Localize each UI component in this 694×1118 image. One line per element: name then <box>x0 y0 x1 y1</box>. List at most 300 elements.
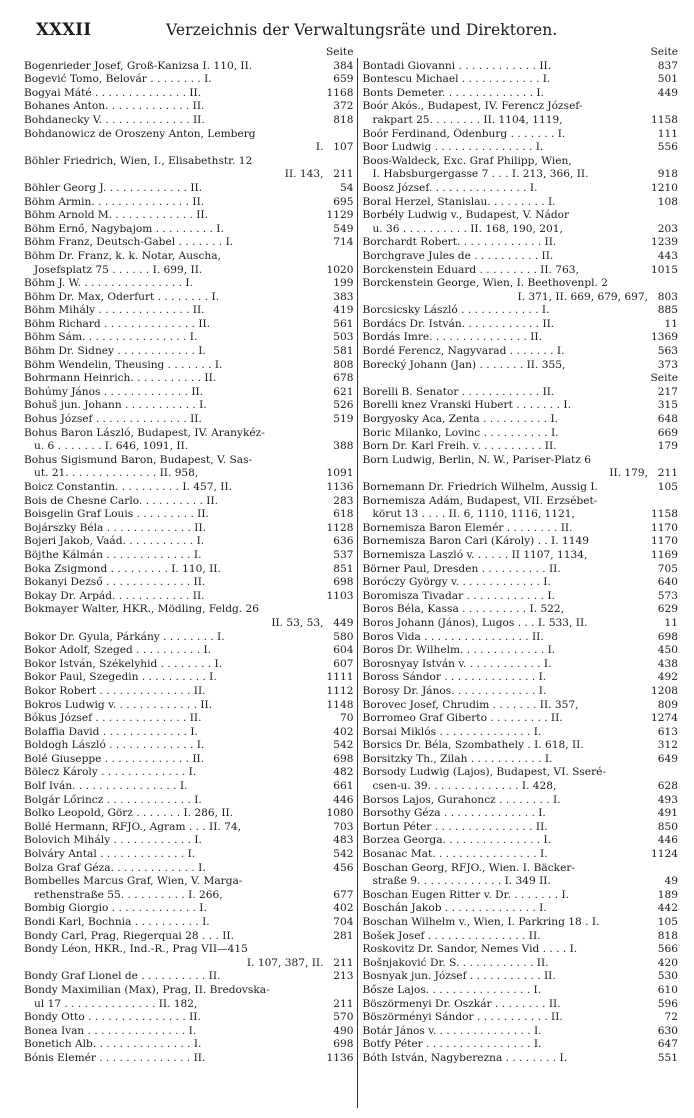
directory-entry <box>24 196 353 210</box>
entry-page-number: 636 <box>333 535 354 548</box>
entry-text: Bordás Imre. . . . . . . . . . . . . . . II. <box>362 331 542 344</box>
directory-entry <box>24 87 353 101</box>
directory-entry <box>362 87 678 101</box>
entry-page-number: 526 <box>333 399 354 412</box>
directory-entry <box>362 264 678 278</box>
directory-entry <box>24 699 353 713</box>
entry-page-number: 1170 <box>651 521 678 534</box>
entry-page-number: 1158 <box>651 508 678 521</box>
entry-page-number: 659 <box>333 73 354 86</box>
directory-entry <box>24 943 353 957</box>
directory-entry <box>24 902 353 916</box>
directory-entry <box>362 141 678 155</box>
entry-page-number: 1129 <box>326 209 354 222</box>
entry-text: Bordé Ferencz, Nagyvarad . . . . . . . I. <box>362 345 565 358</box>
entry-page-number: 1148 <box>326 698 354 711</box>
entry-page-number: 661 <box>333 780 354 793</box>
entry-page-number: 1103 <box>326 589 354 602</box>
entry-text: Böhm Armin. . . . . . . . . . . . . . . II. <box>24 195 205 208</box>
entry-text: csen-u. 39. . . . . . . . . . . . . . I. 428, <box>372 780 557 793</box>
entry-page-number: 647 <box>657 1038 678 1051</box>
directory-entry <box>24 780 353 794</box>
entry-page-number: 1369 <box>651 331 678 344</box>
directory-entry <box>362 250 678 264</box>
entry-text: Bondi Karl, Bochnia . . . . . . . . . . I. <box>24 916 210 928</box>
entry-page-number: 105 <box>657 916 678 928</box>
entry-page-number: 705 <box>657 562 678 575</box>
directory-entry <box>362 114 678 128</box>
entry-page-number: 1020 <box>326 263 354 276</box>
entry-page-number <box>323 943 353 957</box>
directory-entry <box>362 128 678 142</box>
entry-text: Bondy Carl, Prag, Riegerquai 28 . . . II. <box>24 929 234 942</box>
entry-page-number: 211 <box>333 997 354 1010</box>
entry-page-number: 443 <box>657 249 678 262</box>
entry-text: Böhm Dr. Sidney . . . . . . . . . . . . I. <box>24 345 206 358</box>
entry-text: Boschán Jakob . . . . . . . . . . . . . . I. <box>362 902 547 915</box>
entry-page-number: 211 <box>333 956 354 969</box>
entry-text: Boór Ferdinand, Ödenburg . . . . . . . I. <box>362 127 566 140</box>
directory-entry <box>362 875 678 889</box>
directory-entry <box>362 467 678 481</box>
entry-page-number: 596 <box>657 997 678 1010</box>
directory-entry <box>362 100 678 114</box>
directory-entry <box>362 331 678 345</box>
entry-page-number: 580 <box>333 630 354 643</box>
entry-text: Bokor Dr. Gyula, Párkány . . . . . . . . I. <box>24 630 225 643</box>
entry-text: Boros Dr. Wilhelm. . . . . . . . . . . . . I. <box>362 644 556 657</box>
directory-entry <box>24 848 353 862</box>
directory-entry <box>362 848 678 862</box>
entry-text: Bolaffia David . . . . . . . . . . . . . I. <box>24 725 198 738</box>
entry-text: Bokanyi Dezső . . . . . . . . . . . . . II. <box>24 576 206 589</box>
entry-page-number: 105 <box>657 481 678 493</box>
directory-entry <box>362 345 678 359</box>
entry-text: Bonts Demeter. . . . . . . . . . . . . . I. <box>362 86 544 99</box>
entry-page-number <box>648 209 678 223</box>
directory-entry <box>362 168 678 182</box>
entry-page-number: 1124 <box>651 848 678 861</box>
directory-entry <box>24 549 353 563</box>
entry-text: ut. 21. . . . . . . . . . . . . . II. 958, <box>34 467 199 480</box>
entry-page-number: 72 <box>664 1011 678 1024</box>
entry-text: II. 179, <box>609 467 648 480</box>
entry-text: Böhler Friedrich, Wien, I., Elisabethstr. 12 <box>24 154 253 167</box>
entry-page-number: 604 <box>333 644 354 657</box>
directory-entry <box>24 522 353 536</box>
directory-entry <box>24 304 353 318</box>
entry-page-number: 442 <box>657 902 678 915</box>
directory-entry <box>24 386 353 400</box>
entry-page-number: 11 <box>664 616 678 629</box>
entry-page-number: 449 <box>657 86 678 99</box>
directory-entry <box>362 631 678 645</box>
entry-page-number: 677 <box>333 888 354 901</box>
entry-text: Böhm Franz, Deutsch-Gabel . . . . . . . I. <box>24 236 234 249</box>
directory-entry <box>24 155 353 169</box>
entry-page-number: 1015 <box>651 263 678 276</box>
directory-entry <box>362 73 678 87</box>
directory-entry <box>362 196 678 210</box>
entry-text: Bogević Tomo, Belovár . . . . . . . . I. <box>24 73 212 86</box>
directory-entry <box>24 875 353 889</box>
directory-entry <box>362 739 678 753</box>
directory-entry <box>24 862 353 876</box>
entry-page-number: 618 <box>333 508 354 521</box>
entry-text: Bošnjaković Dr. S. . . . . . . . . . . . II. <box>362 956 549 969</box>
entry-text: Borcsicsky László . . . . . . . . . . . . I. <box>362 304 550 317</box>
entry-text: Borsothy Géza . . . . . . . . . . . . . . I. <box>362 807 546 820</box>
entry-page-number: 482 <box>333 766 354 779</box>
entry-page-number <box>323 603 353 617</box>
entry-page-number: 211 <box>333 168 354 181</box>
directory-entry <box>362 753 678 767</box>
directory-entry <box>24 1038 353 1052</box>
directory-entry <box>24 440 353 454</box>
directory-entry <box>24 576 353 590</box>
entry-text: Borosnyay István v. . . . . . . . . . . . I. <box>362 657 552 670</box>
directory-entry <box>24 277 353 291</box>
entry-text: Borosy Dr. János. . . . . . . . . . . . . I. <box>362 684 547 697</box>
directory-entry <box>24 399 353 413</box>
directory-entry <box>362 359 678 373</box>
directory-entry <box>24 631 353 645</box>
entry-text: Bolko Leopold, Görz . . . . . . . I. 286, II. <box>24 807 234 820</box>
entry-text: Borzea Georga. . . . . . . . . . . . . . . I. <box>362 834 552 847</box>
entry-text: Roskovitz Dr. Sandor, Nemes Vid . . . . I. <box>362 943 578 956</box>
entry-page-number: 530 <box>657 970 678 983</box>
entry-text: Bojeri Jakob, Vaád. . . . . . . . . . . I. <box>24 535 205 548</box>
directory-entry <box>362 658 678 672</box>
entry-text: Bohanes Anton. . . . . . . . . . . . . II. <box>24 100 205 113</box>
entry-text: Bolovich Mihály . . . . . . . . . . . . I. <box>24 834 202 847</box>
entry-page-number: 49 <box>664 875 678 888</box>
directory-entry <box>362 984 678 998</box>
entry-text: Bois de Chesne Carlo. . . . . . . . . . II. <box>24 494 219 507</box>
directory-entry <box>362 427 678 441</box>
entry-page-number: 607 <box>333 657 354 670</box>
entry-text: Borgyosky Aca, Zenta . . . . . . . . . . I. <box>362 413 558 426</box>
directory-entry <box>24 495 353 509</box>
directory-entry <box>362 794 678 808</box>
entry-text: Bombig Giorgio . . . . . . . . . . . . . I. <box>24 902 207 915</box>
entry-text: Bolé Giuseppe . . . . . . . . . . . . . II. <box>24 752 205 765</box>
directory-entry <box>24 671 353 685</box>
entry-text: Bondy Léon, HKR., Ind.-R., Prag VII—415 <box>24 943 248 956</box>
directory-entry <box>362 291 678 305</box>
directory-entry <box>24 794 353 808</box>
entry-page-number: 809 <box>657 698 678 711</box>
directory-entry <box>24 481 353 495</box>
entry-text: Bolváry Antal . . . . . . . . . . . . . I. <box>24 848 196 861</box>
entry-text: Böszörmenyi Dr. Oszkár . . . . . . . . II. <box>362 997 561 1010</box>
entry-page-number: 628 <box>657 780 678 793</box>
directory-entry <box>362 413 678 427</box>
entry-text: Borelli knez Vranski Hubert . . . . . . . I. <box>362 399 571 412</box>
entry-page-number: 1168 <box>326 86 354 99</box>
directory-entry <box>362 807 678 821</box>
directory-entry <box>24 413 353 427</box>
directory-entry <box>362 508 678 522</box>
entry-page-number: 542 <box>333 848 354 861</box>
entry-page-number: 217 <box>657 385 678 398</box>
entry-page-number: 107 <box>333 141 354 154</box>
seite-label: Seite <box>326 46 354 58</box>
entry-text: Böhm Dr. Max, Oderfurt . . . . . . . . I. <box>24 290 220 303</box>
entry-page-number: 402 <box>333 902 354 915</box>
entry-page-number: 566 <box>657 943 678 956</box>
directory-entry <box>24 821 353 835</box>
directory-entry <box>24 1025 353 1039</box>
directory-entry <box>362 766 678 780</box>
entry-text: Bondy Graf Lionel de . . . . . . . . . . II. <box>24 970 221 983</box>
directory-entry <box>24 264 353 278</box>
entry-page-number: 493 <box>657 793 678 806</box>
directory-entry <box>24 73 353 87</box>
entry-text: Boros Johann (János), Lugos . . . I. 533, II. <box>362 616 588 629</box>
entry-text: Böhm Richard . . . . . . . . . . . . . . II. <box>24 317 211 330</box>
directory-entry <box>24 807 353 821</box>
entry-text: Bogenrieder Josef, Groß-Kanizsa I. 110, II. <box>24 59 253 72</box>
entry-text: Boros Béla, Kassa . . . . . . . . . . I. 522, <box>362 603 565 616</box>
directory-entry <box>24 1011 353 1025</box>
entry-page-number: 551 <box>657 1051 678 1064</box>
entry-page-number: 281 <box>333 929 354 942</box>
directory-entry <box>24 100 353 114</box>
entry-text: straße 9. . . . . . . . . . . . . I. 349 II. <box>372 875 551 888</box>
entry-page-number: 1112 <box>326 684 354 697</box>
seite-label: Seite <box>650 46 678 58</box>
entry-text: Bombelles Marcus Graf, Wien, V. Marga- <box>24 875 243 888</box>
entry-page-number <box>323 128 353 142</box>
entry-text: Boos-Waldeck, Exc. Graf Philipp, Wien, <box>362 154 572 167</box>
entry-text: Böszörményi Sándor . . . . . . . . . . . II. <box>362 1011 563 1024</box>
directory-entry <box>24 250 353 264</box>
page-header <box>14 14 678 44</box>
entry-text: Bokor Robert . . . . . . . . . . . . . . II. <box>24 684 206 697</box>
entry-text: Bondy Otto . . . . . . . . . . . . . . . II. <box>24 1011 201 1024</box>
directory-entry <box>24 739 353 753</box>
entry-page-number: 640 <box>657 576 678 589</box>
directory-entry <box>24 508 353 522</box>
directory-entry <box>362 454 678 468</box>
directory-entry <box>24 563 353 577</box>
directory-entry <box>24 141 353 155</box>
entry-text: Borovec Josef, Chrudim . . . . . . . II. 357, <box>362 698 579 711</box>
entry-page-number: 203 <box>657 222 678 235</box>
directory-entry <box>24 372 353 386</box>
entry-page-number: 11 <box>664 317 678 330</box>
entry-page-number <box>648 495 678 509</box>
directory-entry <box>24 712 353 726</box>
entry-page-number: 1128 <box>326 521 354 534</box>
entry-text: Böhm Ernő, Nagybajom . . . . . . . . . I. <box>24 222 224 235</box>
entry-text: II. 53, 53, <box>271 616 324 629</box>
entry-text: Bosanac Mat. . . . . . . . . . . . . . . . I. <box>362 848 548 861</box>
entry-text: Born Dr. Karl Freih. v. . . . . . . . . . II. <box>362 440 557 453</box>
directory-entry <box>24 766 353 780</box>
entry-text: Bókus József . . . . . . . . . . . . . . II. <box>24 712 202 725</box>
entry-text: Bogyai Máté . . . . . . . . . . . . . . II. <box>24 86 202 99</box>
directory-entry <box>24 1052 353 1066</box>
directory-entry <box>24 535 353 549</box>
entry-text: Bolf Iván. . . . . . . . . . . . . . . . I. <box>24 780 188 793</box>
directory-entry <box>362 60 678 74</box>
directory-entry <box>24 114 353 128</box>
directory-entry <box>24 236 353 250</box>
directory-entry <box>362 549 678 563</box>
entry-text: rakpart 25. . . . . . . . II. 1104, 1119, <box>372 113 563 126</box>
directory-entry <box>362 1011 678 1025</box>
entry-text: Boric Milanko, Lovinc . . . . . . . . . . I. <box>362 426 559 439</box>
entry-text: Bojárszky Béla . . . . . . . . . . . . . II. <box>24 521 207 534</box>
entry-text: Boschan Eugen Ritter v. Dr. . . . . . . . I. <box>362 888 570 901</box>
directory-entry <box>362 998 678 1012</box>
directory-entry <box>24 834 353 848</box>
directory-entry <box>24 889 353 903</box>
entry-text: Bosnyak jun. József . . . . . . . . . . . II. <box>362 970 556 983</box>
entry-page-number: 695 <box>333 195 354 208</box>
entry-page-number: 561 <box>333 317 354 330</box>
entry-text: Böjthe Kálmán . . . . . . . . . . . . . I. <box>24 548 202 561</box>
directory-entry <box>362 644 678 658</box>
entry-text: Bollé Hermann, RFJO., Agram . . . II. 74, <box>24 820 242 833</box>
entry-text: Boschan Georg, RFJO., Wien. I. Bäcker- <box>362 861 575 874</box>
entry-text: Borckenstein Eduard . . . . . . . . . II. 763, <box>362 263 579 276</box>
entry-text: rethenstraße 55. . . . . . . . . . I. 266, <box>34 888 223 901</box>
entry-text: Boisgelin Graf Louis . . . . . . . . . II. <box>24 508 209 521</box>
entry-page-number <box>648 155 678 169</box>
entry-page-number: 629 <box>657 603 678 616</box>
directory-entry <box>362 236 678 250</box>
entry-page-number <box>323 250 353 264</box>
directory-entry <box>24 998 353 1012</box>
directory-entry <box>362 440 678 454</box>
entry-text: Boldogh László . . . . . . . . . . . . . I. <box>24 739 205 752</box>
entry-page-number: 384 <box>333 59 354 72</box>
entry-page-number <box>648 766 678 780</box>
entry-page-number: 570 <box>333 1011 354 1024</box>
directory-entry <box>362 522 678 536</box>
entry-text: Bónis Elemér . . . . . . . . . . . . . . II. <box>24 1051 206 1064</box>
entry-text: körut 13 . . . . II. 6, 1110, 1116, 1121, <box>372 508 575 521</box>
entry-page-number: 549 <box>333 222 354 235</box>
entry-page-number <box>648 454 678 468</box>
directory-entry <box>362 590 678 604</box>
entry-text: Bokay Dr. Arpád. . . . . . . . . . . . II. <box>24 589 205 602</box>
page-title: Verzeichnis der Verwaltungsräte und Direktoren. <box>166 21 558 39</box>
directory-entry <box>362 603 678 617</box>
directory-entry <box>362 970 678 984</box>
entry-page-number: 450 <box>657 644 678 657</box>
entry-page-number: 1208 <box>651 684 678 697</box>
entry-page-number: 189 <box>657 888 678 901</box>
entry-text: Böhm J. W. . . . . . . . . . . . . . . . I. <box>24 277 193 290</box>
entry-text: Bokor Adolf, Szeged . . . . . . . . . . I. <box>24 644 212 657</box>
entry-text: Bontescu Michael . . . . . . . . . . . . I. <box>362 73 551 86</box>
entry-text: Bolza Graf Géza. . . . . . . . . . . . . I. <box>24 861 206 874</box>
entry-page-number: 885 <box>657 304 678 317</box>
directory-entry <box>24 916 353 930</box>
entry-page-number: 211 <box>657 467 678 480</box>
entry-page-number: 1210 <box>651 181 678 194</box>
entry-text: Borsos Lajos, Gurahoncz . . . . . . . . I. <box>362 793 561 806</box>
entry-page-number: 312 <box>657 739 678 752</box>
directory-entry <box>24 930 353 944</box>
entry-text: I. 107, 387, II. <box>246 956 324 969</box>
entry-page-number <box>323 427 353 441</box>
directory-entry <box>362 889 678 903</box>
directory-entry <box>362 943 678 957</box>
directory-entry <box>362 1025 678 1039</box>
directory-entry <box>362 712 678 726</box>
directory-entry <box>24 644 353 658</box>
directory-entry <box>362 386 678 400</box>
directory-entry <box>24 223 353 237</box>
directory-entry <box>24 726 353 740</box>
entry-text: Bohus József . . . . . . . . . . . . . . II. <box>24 413 202 426</box>
directory-entry <box>362 209 678 223</box>
entry-text: Bontadi Giovanni . . . . . . . . . . . . II. <box>362 59 552 72</box>
entry-page-number: 818 <box>333 113 354 126</box>
directory-entry <box>24 168 353 182</box>
entry-page-number: 213 <box>333 970 354 983</box>
entry-text: Boross Sándor . . . . . . . . . . . . . . I. <box>362 671 547 684</box>
directory-entry <box>362 182 678 196</box>
entry-page-number: 621 <box>333 385 354 398</box>
directory-entry <box>24 331 353 345</box>
entry-text: Bordács Dr. István. . . . . . . . . . . . II. <box>362 317 555 330</box>
directory-entry <box>362 535 678 549</box>
entry-text: Botár János v. . . . . . . . . . . . . . . I. <box>362 1024 542 1037</box>
directory-entry <box>24 957 353 971</box>
entry-text: Boka Zsigmond . . . . . . . . . I. 110, II. <box>24 562 221 575</box>
entry-text: Bohrmann Heinrich. . . . . . . . . . . II. <box>24 372 217 385</box>
entry-page-number: 483 <box>333 834 354 847</box>
entry-page-number: 70 <box>340 712 354 725</box>
directory-entry <box>24 60 353 74</box>
directory-entry <box>362 685 678 699</box>
entry-text: Borsitzky Th., Zilah . . . . . . . . . . . I. <box>362 752 553 765</box>
entry-text: Boor Ludwig . . . . . . . . . . . . . . . I. <box>362 141 544 154</box>
entry-page-number: 388 <box>333 440 354 453</box>
entry-page-number: 383 <box>333 290 354 303</box>
entry-page-number <box>648 862 678 876</box>
entry-page-number: 108 <box>657 195 678 208</box>
entry-text: Bohus Baron László, Budapest, IV. Aranykéz- <box>24 426 265 439</box>
entry-page-number: 1091 <box>326 467 354 480</box>
entry-page-number: 573 <box>657 589 678 602</box>
entry-page-number: 818 <box>657 929 678 942</box>
directory-entry <box>362 495 678 509</box>
entry-page-number: 490 <box>333 1024 354 1037</box>
directory-entry <box>362 780 678 794</box>
entry-page-number: 199 <box>333 277 354 290</box>
entry-text: Borsody Ludwig (Lajos), Budapest, VI. Sseré- <box>362 766 606 779</box>
entry-text: Böhm Dr. Franz, k. k. Notar, Auscha, <box>24 249 221 262</box>
entry-text: I. 371, II. 669, 679, 697, <box>517 290 648 303</box>
directory-entry <box>24 467 353 481</box>
directory-entry <box>24 345 353 359</box>
entry-page-number: 1239 <box>651 236 678 249</box>
entry-page-number: 803 <box>657 290 678 303</box>
entry-page-number: 698 <box>333 752 354 765</box>
entry-text: Bornemisza Laszló v. . . . . . II 1107, 1134, <box>362 548 588 561</box>
entry-page-number: 54 <box>340 181 354 194</box>
entry-text: Bokros Ludwig v. . . . . . . . . . . . . II. <box>24 698 213 711</box>
directory-entry <box>362 957 678 971</box>
entry-page-number: 1080 <box>326 807 354 820</box>
